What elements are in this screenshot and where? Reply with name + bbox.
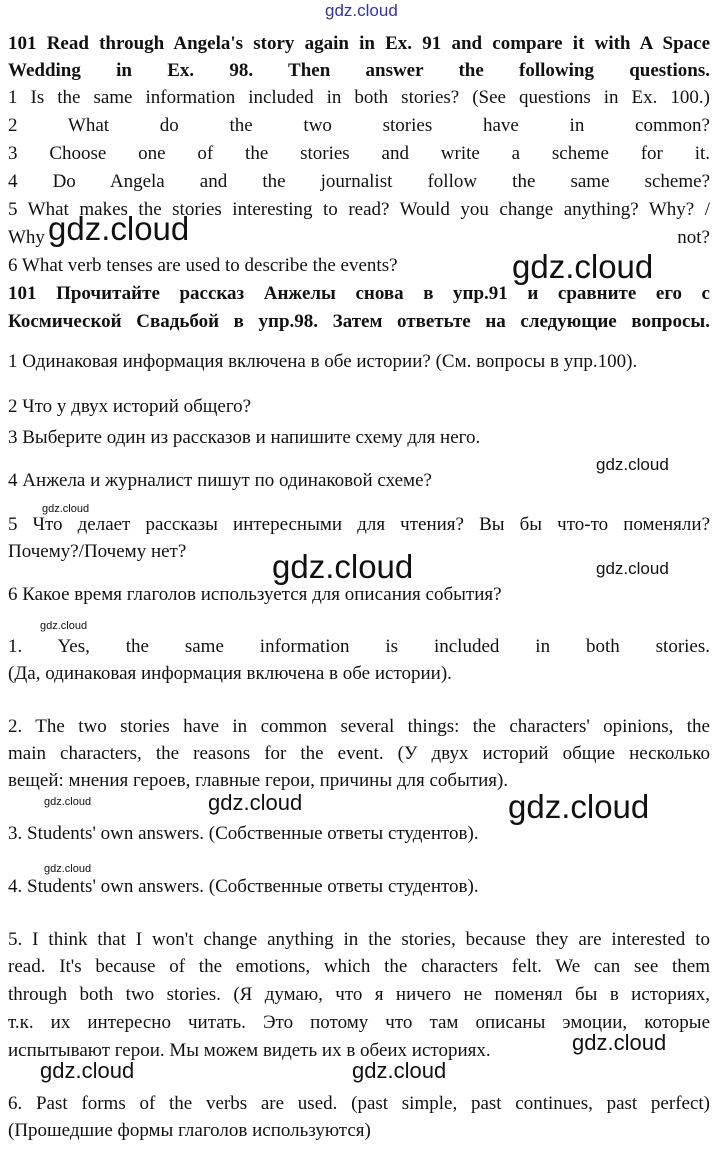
question-en-4: 4 Do Angela and the journalist follow the same scheme? <box>8 171 710 192</box>
watermark: gdz.cloud <box>40 620 88 632</box>
answer-1a: 1. Yes, the same information is included in both stories. <box>8 636 710 657</box>
watermark: gdz.cloud <box>572 1030 667 1055</box>
answer-6a: 6. Past forms of the verbs are used. (past simple, past continues, past perfect) <box>8 1093 710 1114</box>
question-ru-6: 6 Какое время глаголов используется для описания события? <box>8 584 502 605</box>
answer-5d: т.к. их интересно читать. Это потому что там описаны эмоции, которые <box>8 1012 710 1033</box>
question-en-5b-right: not? <box>677 227 710 248</box>
question-ru-2: 2 Что у двух историй общего? <box>8 396 252 417</box>
answer-1b: (Да, одинаковая информация включена в обе истории). <box>8 663 452 684</box>
watermark: gdz.cloud <box>508 788 650 825</box>
question-en-5a: 5 What makes the stories interesting to read? Would you change anything? Why? / <box>8 199 710 220</box>
task-heading-ru-1: 101 Прочитайте рассказ Анжелы снова в упр.91 и сравните его с <box>8 283 710 304</box>
question-en-5b-left: Why <box>8 227 45 248</box>
watermark: gdz.cloud <box>596 455 669 474</box>
question-ru-5b: Почему?/Почему нет? <box>8 541 187 562</box>
question-en-1: 1 Is the same information included in both stories? (See questions in Ex. 100.) <box>8 87 710 108</box>
watermark: gdz.cloud <box>44 863 92 875</box>
watermark: gdz.cloud <box>40 1058 135 1083</box>
answer-4: 4. Students' own answers. (Собственные ответы студентов). <box>8 876 479 897</box>
watermark-top: gdz.cloud <box>325 1 398 20</box>
answer-5c: through both two stories. (Я думаю, что я ничего не поменял бы в историях, <box>8 984 710 1005</box>
answer-5e: испытывают герои. Мы можем видеть их в обеих историях. <box>8 1040 491 1061</box>
watermark: gdz.cloud <box>352 1058 447 1083</box>
answer-2a: 2. The two stories have in common several things: the characters' opinions, the <box>8 716 710 737</box>
watermark: gdz.cloud <box>42 503 90 515</box>
question-ru-3: 3 Выберите один из рассказов и напишите схему для него. <box>8 427 481 448</box>
question-en-3: 3 Choose one of the stories and write a scheme for it. <box>8 143 710 164</box>
answer-5b: read. It's because of the emotions, which the characters felt. We can see them <box>8 956 710 977</box>
task-heading-en-1: 101 Read through Angela's story again in Ex. 91 and compare it with A Space <box>8 33 710 54</box>
watermark: gdz.cloud <box>596 559 669 578</box>
watermark: gdz.cloud <box>44 796 92 808</box>
answer-2c: вещей: мнения героев, главные герои, причины для события). <box>8 770 509 791</box>
watermark: gdz.cloud <box>208 790 303 815</box>
task-heading-en-2: Wedding in Ex. 98. Then answer the following questions. <box>8 60 710 81</box>
answer-6b: (Прошедшие формы глаголов используются) <box>8 1120 371 1141</box>
question-ru-4: 4 Анжела и журналист пишут по одинаковой схеме? <box>8 470 432 491</box>
question-ru-5a: 5 Что делает рассказы интересными для чтения? Вы бы что-то поменяли? <box>8 514 710 535</box>
answer-3: 3. Students' own answers. (Собственные ответы студентов). <box>8 823 479 844</box>
answer-2b: main characters, the reasons for the event. (У двух историй общие несколько <box>8 743 710 764</box>
question-ru-1: 1 Одинаковая информация включена в обе истории? (См. вопросы в упр.100). <box>8 351 638 372</box>
question-en-2: 2 What do the two stories have in common? <box>8 115 710 136</box>
watermark: gdz.cloud <box>512 248 654 285</box>
watermark: gdz.cloud <box>48 210 190 247</box>
watermark: gdz.cloud <box>272 548 414 585</box>
task-heading-ru-2: Космической Свадьбой в упр.98. Затем ответьте на следующие вопросы. <box>8 311 710 332</box>
question-en-6: 6 What verb tenses are used to describe the events? <box>8 255 398 276</box>
answer-5a: 5. I think that I won't change anything in the stories, because they are interested to <box>8 929 710 950</box>
